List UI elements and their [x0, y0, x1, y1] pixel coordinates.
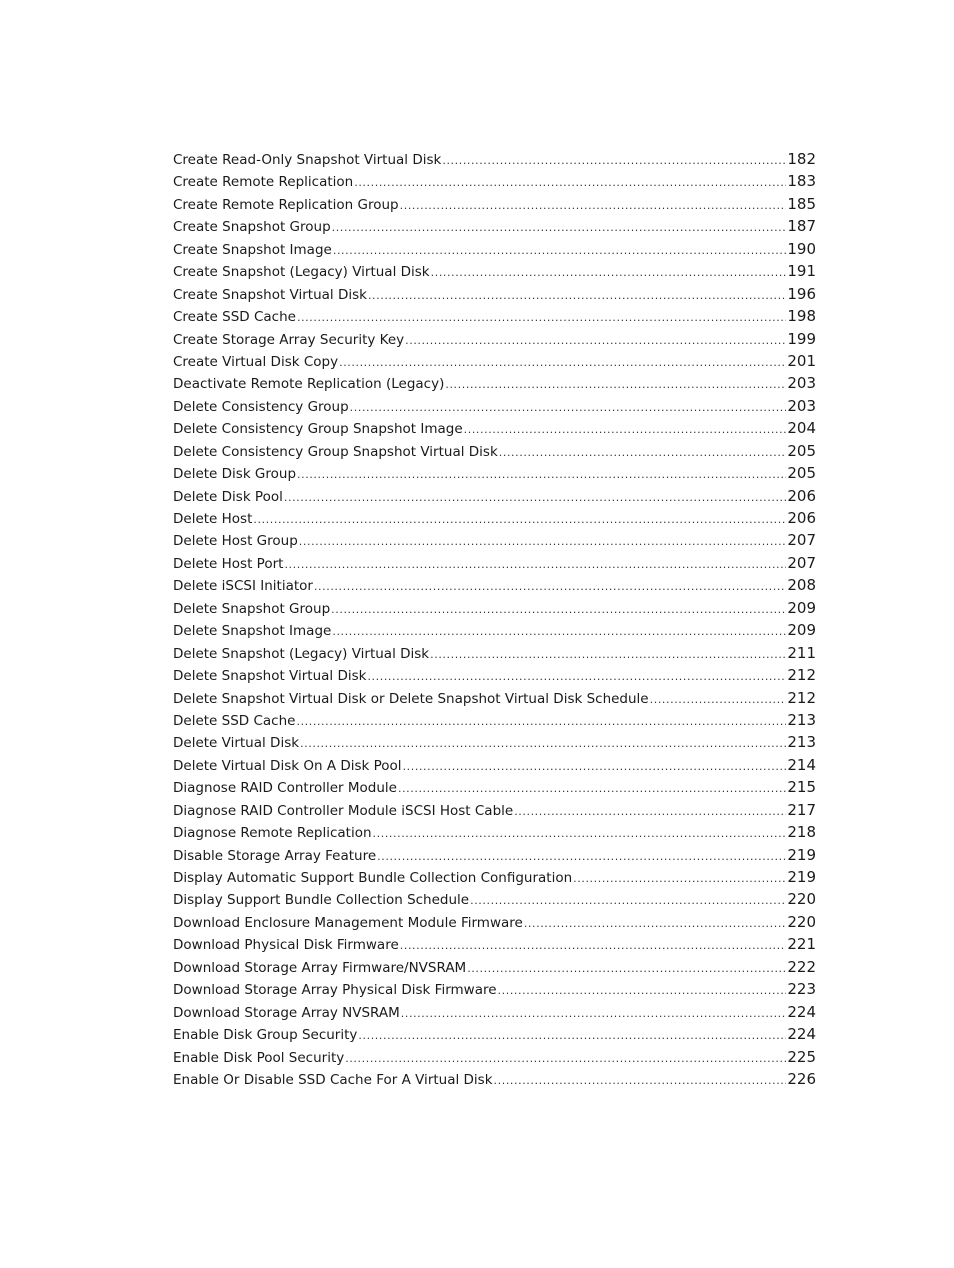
- toc-entry[interactable]: [173, 305, 816, 327]
- dot-leader: [299, 531, 787, 553]
- toc-entry[interactable]: [173, 597, 816, 619]
- toc-entry[interactable]: [173, 664, 816, 686]
- toc-entry[interactable]: [173, 642, 816, 664]
- toc-entry-title[interactable]: Create Snapshot Virtual Disk: [173, 286, 367, 303]
- toc-entry-page-number[interactable]: 207: [787, 531, 816, 550]
- toc-entry-page-number[interactable]: 182: [787, 150, 816, 168]
- toc-entry-page-number[interactable]: 219: [787, 845, 816, 864]
- toc-entry-page-number[interactable]: 203: [787, 374, 816, 393]
- dot-leader: [400, 935, 787, 957]
- dot-leader: [400, 195, 787, 217]
- toc-entry-title[interactable]: Delete Consistency Group Snapshot Virtual Disk: [173, 443, 498, 460]
- toc-entry[interactable]: [173, 1023, 816, 1045]
- toc-entry[interactable]: [173, 799, 816, 821]
- toc-entry-page-number[interactable]: 217: [787, 800, 816, 819]
- toc-entry-page-number[interactable]: 223: [787, 980, 816, 999]
- dot-leader: [650, 689, 787, 711]
- toc-entry[interactable]: [173, 529, 816, 551]
- toc-entry-title[interactable]: Delete iSCSI Initiator: [173, 578, 313, 595]
- toc-entry[interactable]: [173, 507, 816, 529]
- toc-entry-page-number[interactable]: 225: [787, 1047, 816, 1066]
- toc-entry[interactable]: [173, 260, 816, 282]
- toc-entry-page-number[interactable]: 185: [787, 194, 816, 213]
- toc-entry-title[interactable]: Delete Snapshot Group: [173, 600, 331, 617]
- toc-entry-page-number[interactable]: 187: [787, 217, 816, 236]
- dot-leader: [470, 890, 786, 912]
- toc-entry[interactable]: [173, 148, 816, 170]
- toc-entry[interactable]: [173, 440, 816, 462]
- toc-entry-page-number[interactable]: 207: [787, 553, 816, 572]
- toc-entry-page-number[interactable]: 211: [787, 643, 816, 662]
- toc-entry-page-number[interactable]: 209: [787, 598, 816, 617]
- toc-entry[interactable]: [173, 821, 816, 843]
- dot-leader: [296, 711, 786, 733]
- toc-entry[interactable]: [173, 866, 816, 888]
- toc-entry-page-number[interactable]: 198: [787, 307, 816, 326]
- toc-entry-title[interactable]: Disable Storage Array Feature: [173, 847, 377, 864]
- dot-leader: [314, 576, 786, 598]
- toc-entry-page-number[interactable]: 201: [787, 351, 816, 370]
- toc-entry-title[interactable]: Create Storage Array Security Key: [173, 331, 405, 348]
- toc-entry[interactable]: [173, 193, 816, 215]
- toc-entry-title[interactable]: Delete Disk Pool: [173, 488, 283, 505]
- toc-entry-title[interactable]: Create Remote Replication: [173, 174, 354, 191]
- toc-entry-page-number[interactable]: 191: [787, 262, 816, 281]
- toc-entry-page-number[interactable]: 219: [787, 868, 816, 886]
- toc-entry-title[interactable]: Delete Consistency Group: [173, 398, 349, 415]
- toc-entry-page-number[interactable]: 204: [787, 419, 816, 438]
- dot-leader: [398, 778, 786, 800]
- toc-entry[interactable]: [173, 776, 816, 798]
- dot-leader: [405, 330, 786, 352]
- dot-leader: [354, 172, 786, 194]
- toc-entry[interactable]: [173, 1068, 816, 1090]
- dot-leader: [284, 487, 786, 509]
- toc-entry-page-number[interactable]: 206: [787, 486, 816, 505]
- toc-entry-title[interactable]: Diagnose RAID Controller Module iSCSI Host Cable: [173, 802, 514, 819]
- toc-entry-page-number[interactable]: 199: [787, 329, 816, 348]
- dot-leader: [358, 1025, 786, 1047]
- toc-entry-page-number[interactable]: 205: [787, 464, 816, 483]
- toc-entry-title[interactable]: Create SSD Cache: [173, 309, 296, 326]
- dot-leader: [499, 442, 787, 464]
- toc-entry-title[interactable]: Delete Consistency Group Snapshot Image: [173, 421, 463, 438]
- toc-entry[interactable]: [173, 215, 816, 237]
- toc-entry-title[interactable]: Diagnose RAID Controller Module: [173, 780, 397, 797]
- toc-entry-title[interactable]: Delete Snapshot Image: [173, 623, 332, 640]
- toc-entry-title[interactable]: Delete Disk Group: [173, 466, 297, 483]
- toc-entry-page-number[interactable]: 226: [787, 1069, 816, 1088]
- toc-entry-page-number[interactable]: 215: [787, 778, 816, 797]
- toc-entry-title[interactable]: Enable Or Disable SSD Cache For A Virtual Disk: [173, 1071, 493, 1088]
- toc-entry[interactable]: [173, 328, 816, 350]
- toc-entry[interactable]: [173, 462, 816, 484]
- toc-entry-page-number[interactable]: 214: [787, 755, 816, 774]
- toc-entry[interactable]: [173, 485, 816, 507]
- toc-entry-page-number[interactable]: 220: [787, 890, 816, 909]
- dot-leader: [332, 217, 787, 239]
- toc-entry-title[interactable]: Delete SSD Cache: [173, 712, 296, 729]
- toc-entry-page-number[interactable]: 212: [787, 666, 816, 685]
- toc-entry-title[interactable]: Delete Host Group: [173, 533, 298, 550]
- toc-entry-page-number[interactable]: 220: [787, 912, 816, 931]
- toc-entry-title[interactable]: Enable Disk Pool Security: [173, 1049, 345, 1066]
- toc-entry[interactable]: [173, 1046, 816, 1068]
- dot-leader: [333, 240, 787, 262]
- toc-entry[interactable]: [173, 619, 816, 641]
- toc-entry[interactable]: [173, 888, 816, 910]
- toc-entry[interactable]: [173, 709, 816, 731]
- toc-entry[interactable]: [173, 844, 816, 866]
- toc-entry-title[interactable]: Delete Snapshot Virtual Disk: [173, 668, 367, 685]
- dot-leader: [442, 150, 786, 172]
- toc-entry-page-number[interactable]: 218: [787, 823, 816, 842]
- toc-entry-title[interactable]: Delete Snapshot Virtual Disk or Delete Snapshot Virtual Disk Schedule: [173, 690, 649, 707]
- dot-leader: [467, 958, 786, 980]
- toc-entry-title[interactable]: Delete Snapshot (Legacy) Virtual Disk: [173, 645, 430, 662]
- toc-entry[interactable]: [173, 956, 816, 978]
- toc-entry[interactable]: [173, 283, 816, 305]
- toc-entry[interactable]: [173, 372, 816, 394]
- toc-entry[interactable]: [173, 417, 816, 439]
- toc-entry-title[interactable]: Download Storage Array Physical Disk Firmware: [173, 982, 497, 999]
- toc-entry-title[interactable]: Delete Virtual Disk: [173, 735, 300, 752]
- toc-entry-page-number[interactable]: 213: [787, 710, 816, 729]
- dot-leader: [464, 419, 787, 441]
- toc-entry[interactable]: [173, 1001, 816, 1023]
- dot-leader: [332, 621, 786, 643]
- dot-leader: [377, 846, 786, 868]
- toc-entry-page-number[interactable]: 224: [787, 1002, 816, 1021]
- toc-entry-title[interactable]: Create Read-Only Snapshot Virtual Disk: [173, 152, 442, 168]
- toc-entry-page-number[interactable]: 190: [787, 239, 816, 258]
- dot-leader: [373, 823, 787, 845]
- toc-entry[interactable]: [173, 687, 816, 709]
- dot-leader: [401, 1003, 787, 1025]
- toc-entry-page-number[interactable]: 196: [787, 284, 816, 303]
- dot-leader: [284, 554, 786, 576]
- toc-entry-title[interactable]: Create Virtual Disk Copy: [173, 353, 339, 370]
- dot-leader: [300, 733, 786, 755]
- toc-entry-page-number[interactable]: 212: [787, 688, 816, 707]
- toc-entry-title[interactable]: Download Storage Array NVSRAM: [173, 1004, 400, 1021]
- toc-entry-page-number[interactable]: 205: [787, 441, 816, 460]
- table-of-contents: [173, 148, 816, 1090]
- toc-entry[interactable]: [173, 933, 816, 955]
- toc-entry-title[interactable]: Delete Virtual Disk On A Disk Pool: [173, 757, 402, 774]
- toc-entry-page-number[interactable]: 208: [787, 576, 816, 595]
- toc-entry-title[interactable]: Download Enclosure Management Module Firmware: [173, 914, 523, 931]
- toc-entry-page-number[interactable]: 222: [787, 957, 816, 976]
- toc-entry[interactable]: [173, 350, 816, 372]
- dot-leader: [573, 868, 786, 890]
- toc-entry-page-number[interactable]: 221: [787, 935, 816, 954]
- dot-leader: [253, 509, 786, 531]
- toc-entry[interactable]: [173, 395, 816, 417]
- toc-entry-page-number[interactable]: 206: [787, 509, 816, 527]
- toc-entry-title[interactable]: Download Storage Array Firmware/NVSRAM: [173, 959, 467, 976]
- toc-entry-title[interactable]: Create Snapshot (Legacy) Virtual Disk: [173, 264, 430, 281]
- dot-leader: [403, 756, 787, 778]
- dot-leader: [331, 599, 786, 621]
- dot-leader: [514, 801, 786, 823]
- toc-entry-title[interactable]: Create Snapshot Image: [173, 241, 332, 258]
- dot-leader: [431, 262, 787, 284]
- dot-leader: [339, 352, 786, 374]
- toc-entry-title[interactable]: Delete Host Port: [173, 555, 284, 572]
- dot-leader: [430, 644, 786, 666]
- toc-entry[interactable]: [173, 978, 816, 1000]
- dot-leader: [445, 374, 786, 396]
- toc-entry[interactable]: [173, 238, 816, 260]
- dot-leader: [367, 666, 786, 688]
- toc-entry[interactable]: [173, 574, 816, 596]
- toc-entry-title[interactable]: Download Physical Disk Firmware: [173, 937, 399, 954]
- toc-entry[interactable]: [173, 911, 816, 933]
- dot-leader: [498, 980, 787, 1002]
- toc-entry[interactable]: [173, 754, 816, 776]
- dot-leader: [345, 1048, 786, 1070]
- toc-entry-title[interactable]: Create Snapshot Group: [173, 219, 331, 236]
- toc-entry-page-number[interactable]: 183: [787, 172, 816, 191]
- dot-leader: [368, 285, 786, 307]
- dot-leader: [350, 397, 787, 419]
- toc-entry-title[interactable]: Create Remote Replication Group: [173, 196, 399, 213]
- toc-entry[interactable]: [173, 552, 816, 574]
- toc-entry-page-number[interactable]: 203: [787, 396, 816, 415]
- toc-entry-title[interactable]: Deactivate Remote Replication (Legacy): [173, 376, 445, 393]
- toc-entry-title[interactable]: Enable Disk Group Security: [173, 1027, 358, 1044]
- toc-entry[interactable]: [173, 731, 816, 753]
- toc-entry-page-number[interactable]: 224: [787, 1025, 816, 1044]
- dot-leader: [494, 1070, 787, 1092]
- toc-entry-title[interactable]: Diagnose Remote Replication: [173, 825, 372, 842]
- toc-entry[interactable]: [173, 170, 816, 192]
- dot-leader: [297, 464, 786, 486]
- dot-leader: [524, 913, 787, 935]
- dot-leader: [297, 307, 786, 329]
- toc-entry-title[interactable]: Display Automatic Support Bundle Collection Configuration: [173, 870, 573, 886]
- toc-entry-page-number[interactable]: 209: [787, 621, 816, 640]
- toc-entry-page-number[interactable]: 213: [787, 733, 816, 752]
- toc-entry-title[interactable]: Delete Host: [173, 511, 253, 527]
- toc-entry-title[interactable]: Display Support Bundle Collection Schedule: [173, 892, 470, 909]
